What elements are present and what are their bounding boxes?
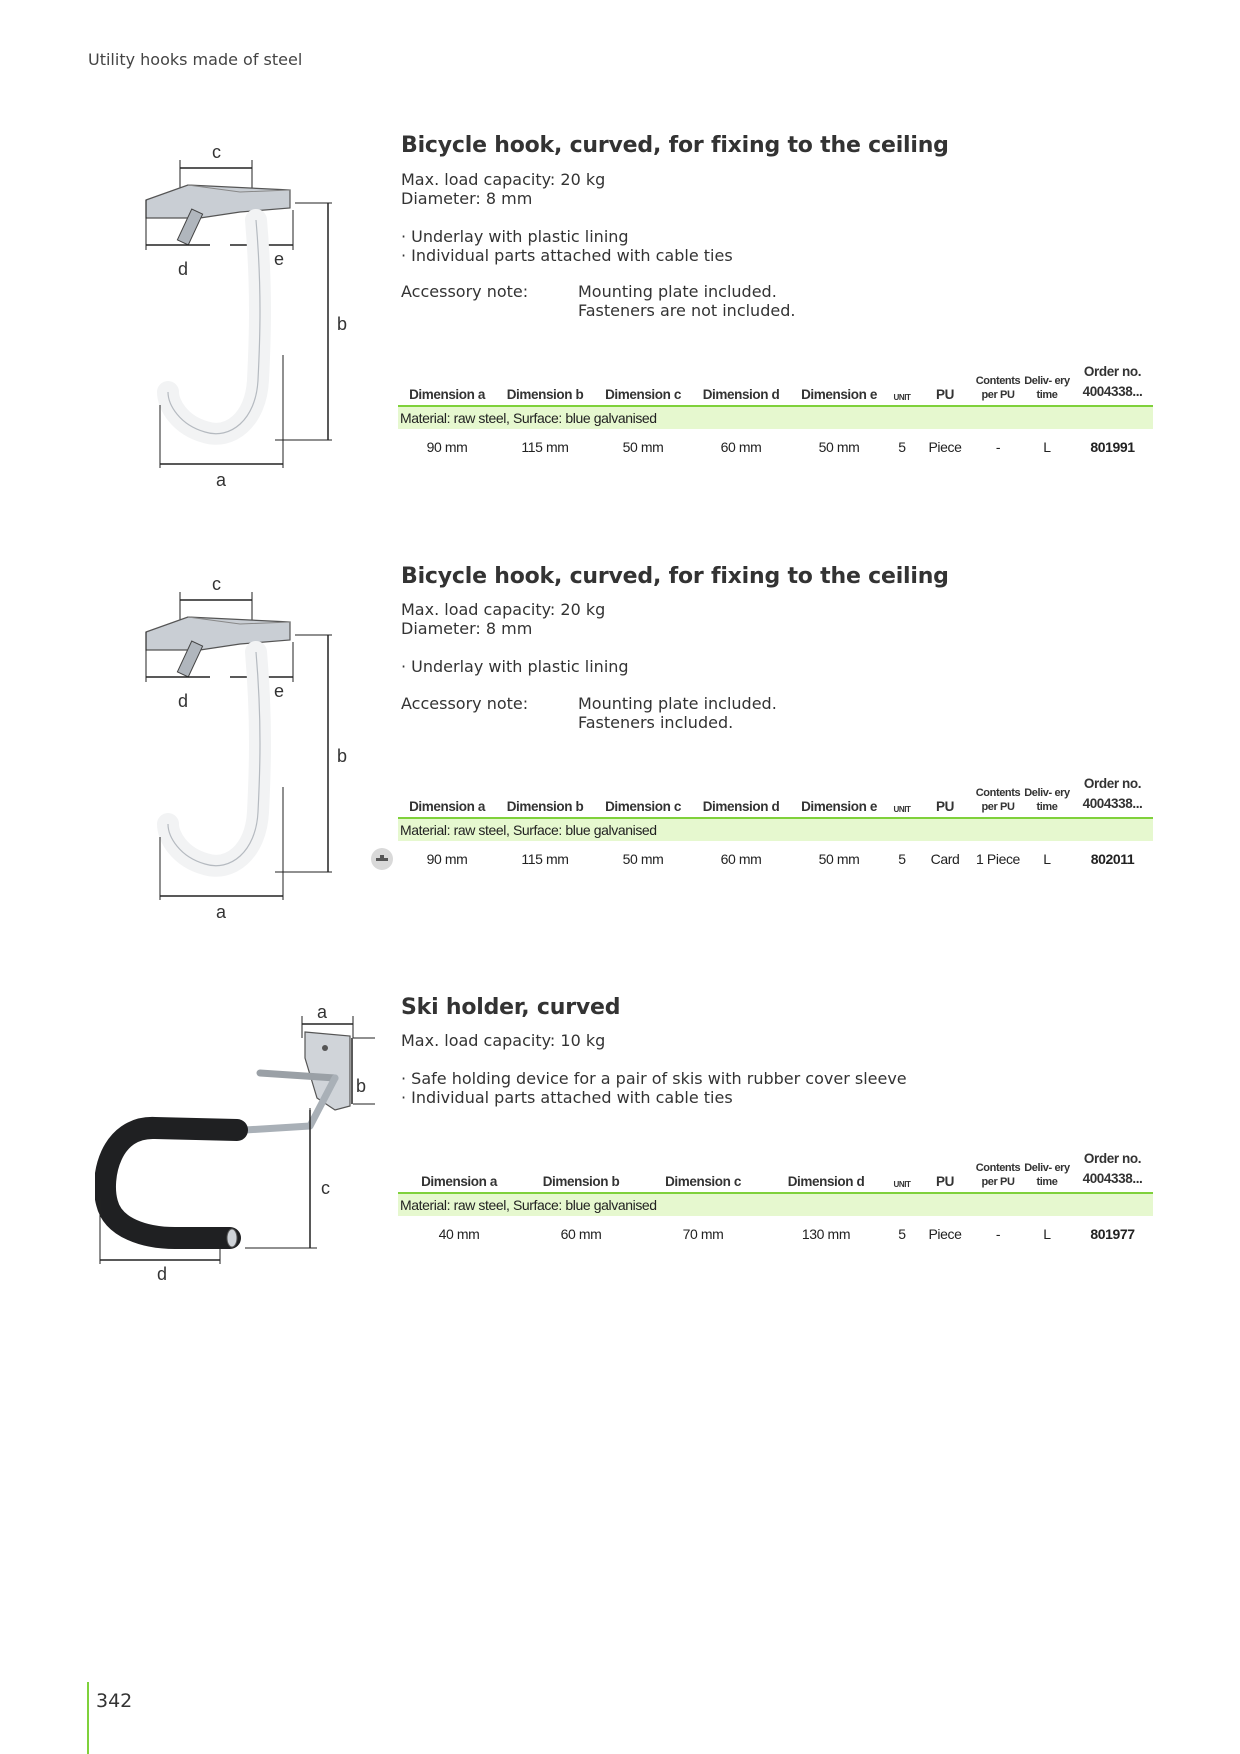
page-header: Utility hooks made of steel	[88, 50, 303, 69]
cell: 40 mm	[438, 1226, 480, 1242]
spec-load: Max. load capacity: 10 kg	[401, 1031, 606, 1050]
order-number: 802011	[1090, 851, 1135, 867]
col-delivery: Deliv- ery time	[1022, 362, 1072, 406]
minus-badge-icon	[371, 848, 393, 870]
product-specs	[401, 1031, 605, 1050]
col-dimension-e: Dimension e	[790, 362, 888, 406]
col-dimension-a: Dimension a	[398, 362, 496, 406]
feature-list	[401, 227, 733, 265]
dim-label-e: e	[274, 681, 285, 701]
cell: 130 mm	[801, 1226, 851, 1242]
cell: 90 mm	[426, 851, 468, 867]
col-unit: UNIT	[888, 1149, 916, 1193]
dim-label-a: a	[216, 470, 227, 490]
col-delivery: Deliv- ery time	[1022, 774, 1072, 818]
cell: Piece	[928, 1226, 962, 1242]
feature-list	[401, 1069, 907, 1107]
material-row: Material: raw steel, Surface: blue galvanised	[398, 818, 1153, 841]
cell: Card	[930, 851, 960, 867]
page-number: 342	[96, 1690, 133, 1712]
col-dimension-a: Dimension a	[398, 1149, 520, 1193]
cell: 60 mm	[560, 1226, 602, 1242]
dim-label-c: c	[212, 574, 221, 594]
cell: 50 mm	[818, 439, 860, 455]
ski-holder-illustration	[95, 998, 375, 1298]
accessory-line: Fasteners included.	[578, 713, 734, 732]
col-dimension-b: Dimension b	[496, 362, 594, 406]
cell: 1 Piece	[976, 851, 1020, 867]
dim-label-a: a	[317, 1002, 328, 1022]
product-table	[398, 362, 1153, 455]
col-contents: Contents per PU	[974, 774, 1022, 818]
feature-item: · Underlay with plastic lining	[401, 227, 629, 246]
accessory-line: Fasteners are not included.	[578, 301, 796, 320]
cell: 115 mm	[521, 439, 569, 455]
col-dimension-c: Dimension c	[594, 774, 692, 818]
col-dimension-d: Dimension d	[692, 774, 790, 818]
col-dimension-d: Dimension d	[764, 1149, 888, 1193]
col-unit: UNIT	[888, 774, 916, 818]
cell: 70 mm	[682, 1226, 724, 1242]
feature-list	[401, 657, 629, 676]
col-order-no: Order no. 4004338...	[1072, 1149, 1153, 1193]
cell: 90 mm	[426, 439, 468, 455]
col-order-no: Order no. 4004338...	[1072, 362, 1153, 406]
bicycle-hook-illustration	[140, 140, 350, 500]
col-dimension-c: Dimension c	[594, 362, 692, 406]
material-row: Material: raw steel, Surface: blue galvanised	[398, 1193, 1153, 1216]
accessory-line: Mounting plate included.	[578, 282, 777, 301]
accessory-note-label: Accessory note:	[401, 694, 529, 713]
feature-item: · Individual parts attached with cable ties	[401, 1088, 733, 1107]
col-dimension-b: Dimension b	[520, 1149, 642, 1193]
col-pu: PU	[916, 774, 974, 818]
col-dimension-e: Dimension e	[790, 774, 888, 818]
col-contents: Contents per PU	[974, 362, 1022, 406]
bicycle-hook-illustration	[140, 572, 350, 932]
cell: L	[1043, 439, 1051, 455]
cell: 5	[898, 439, 906, 455]
dim-label-b: b	[356, 1076, 367, 1096]
order-number: 801991	[1090, 439, 1135, 455]
col-dimension-c: Dimension c	[642, 1149, 764, 1193]
product-table	[398, 774, 1153, 867]
cell: 5	[898, 1226, 906, 1242]
cell: 5	[898, 851, 906, 867]
accessory-note-label: Accessory note:	[401, 282, 529, 301]
col-delivery: Deliv- ery time	[1022, 1149, 1072, 1193]
dim-label-e: e	[274, 249, 285, 269]
product-title: Ski holder, curved	[401, 995, 621, 1020]
dim-label-a: a	[216, 902, 227, 922]
feature-item: · Safe holding device for a pair of skis with rubber cover sleeve	[401, 1069, 907, 1088]
product-table	[398, 1149, 1153, 1242]
footer-accent-bar	[87, 1682, 89, 1754]
feature-item: · Individual parts attached with cable ties	[401, 246, 733, 265]
product-specs	[401, 170, 605, 208]
col-unit: UNIT	[888, 362, 916, 406]
material-row: Material: raw steel, Surface: blue galvanised	[398, 406, 1153, 429]
feature-item: · Underlay with plastic lining	[401, 657, 629, 676]
col-contents: Contents per PU	[974, 1149, 1022, 1193]
col-pu: PU	[916, 1149, 974, 1193]
accessory-note-value	[578, 282, 795, 320]
order-number: 801977	[1090, 1226, 1135, 1242]
cell: L	[1043, 1226, 1051, 1242]
dim-label-b: b	[337, 314, 348, 334]
spec-load: Max. load capacity: 20 kg	[401, 600, 606, 619]
product-title: Bicycle hook, curved, for fixing to the ceiling	[401, 133, 949, 158]
col-pu: PU	[916, 362, 974, 406]
dim-label-d: d	[157, 1264, 168, 1284]
spec-load: Max. load capacity: 20 kg	[401, 170, 606, 189]
spec-diameter: Diameter: 8 mm	[401, 189, 533, 208]
accessory-line: Mounting plate included.	[578, 694, 777, 713]
dim-label-d: d	[178, 691, 189, 711]
cell: 60 mm	[720, 439, 762, 455]
spec-diameter: Diameter: 8 mm	[401, 619, 533, 638]
dim-label-b: b	[337, 746, 348, 766]
col-dimension-d: Dimension d	[692, 362, 790, 406]
table-row	[398, 1216, 1153, 1242]
cell: 50 mm	[818, 851, 860, 867]
table-row	[398, 841, 1153, 867]
table-row	[398, 429, 1153, 455]
cell: 50 mm	[622, 439, 664, 455]
cell: 50 mm	[622, 851, 664, 867]
col-dimension-b: Dimension b	[496, 774, 594, 818]
dim-label-c: c	[212, 142, 221, 162]
accessory-note-value	[578, 694, 777, 732]
cell: L	[1043, 851, 1051, 867]
col-order-no: Order no. 4004338...	[1072, 774, 1153, 818]
col-dimension-a: Dimension a	[398, 774, 496, 818]
product-title: Bicycle hook, curved, for fixing to the ceiling	[401, 564, 949, 589]
dim-label-d: d	[178, 259, 189, 279]
cell: Piece	[928, 439, 962, 455]
cell: -	[995, 1226, 1001, 1242]
dim-label-c: c	[321, 1178, 330, 1198]
product-specs	[401, 600, 605, 638]
cell: 60 mm	[720, 851, 762, 867]
cell: -	[995, 439, 1001, 455]
cell: 115 mm	[521, 851, 569, 867]
